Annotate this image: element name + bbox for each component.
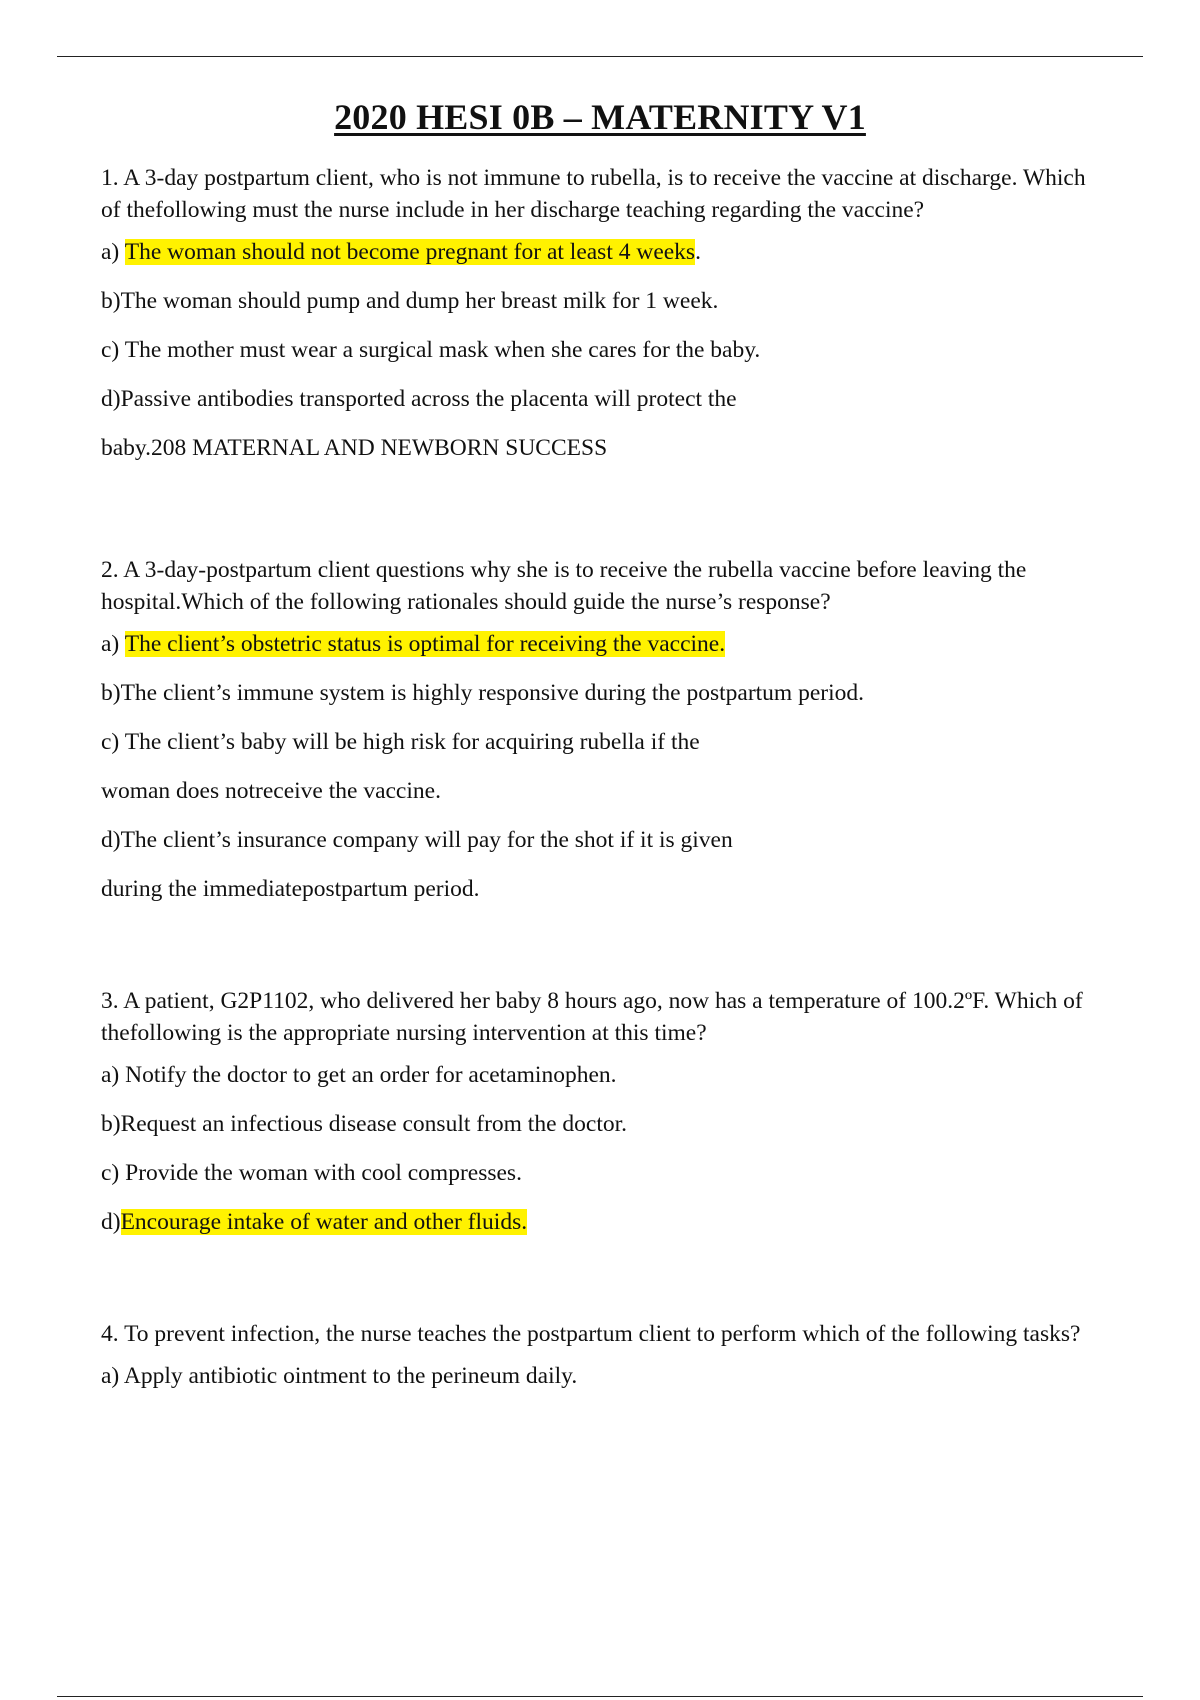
spacer <box>101 1255 1101 1318</box>
option-letter: c) <box>101 337 120 363</box>
option-d <box>101 824 1101 856</box>
option-letter: a) <box>101 631 120 657</box>
page-title: 2020 HESI 0B – MATERNITY V1 <box>334 97 866 137</box>
highlighted-answer: The client’s obstetric status is optimal for receiving the vaccine. <box>124 631 726 657</box>
question-2 <box>101 554 1101 905</box>
option-text: The woman should pump and dump her breast milk for 1 week. <box>120 288 719 314</box>
top-rule <box>57 56 1143 57</box>
option-tail: . <box>695 239 701 265</box>
option-letter: b) <box>101 1111 121 1137</box>
option-text: Apply antibiotic ointment to the perineum daily. <box>123 1363 578 1389</box>
option-letter: a) <box>101 1363 120 1389</box>
option-text: The client’s immune system is highly responsive during the postpartum period. <box>120 680 864 706</box>
option-a <box>101 236 1101 268</box>
option-c <box>101 1157 1101 1189</box>
option-text: Request an infectious disease consult from the doctor. <box>120 1111 628 1137</box>
option-letter: b) <box>101 680 121 706</box>
spacer <box>101 922 1101 985</box>
option-letter: c) <box>101 1160 120 1186</box>
option-letter: a) <box>101 239 120 265</box>
option-d-continued: baby.208 MATERNAL AND NEWBORN SUCCESS <box>101 435 608 461</box>
question-1 <box>101 162 1101 464</box>
option-b <box>101 285 1101 317</box>
option-c-continued: woman does notreceive the vaccine. <box>101 778 441 804</box>
option-text: Notify the doctor to get an order for acetaminophen. <box>125 1062 617 1088</box>
spacer <box>101 481 1101 554</box>
highlighted-answer: The woman should not become pregnant for at least 4 weeks <box>124 239 696 265</box>
question-4 <box>101 1318 1101 1392</box>
option-d <box>101 383 1101 415</box>
option-a <box>101 1360 1101 1392</box>
option-letter: d) <box>101 386 121 412</box>
option-letter: c) <box>101 729 120 755</box>
option-letter: b) <box>101 288 121 314</box>
question-stem: 1. A 3-day postpartum client, who is not immune to rubella, is to receive the vaccine at discharge. Which of thefollowing must the nurse include in her discharge teaching regarding the vaccine? <box>101 165 1086 223</box>
option-letter: d) <box>101 827 121 853</box>
question-stem: 4. To prevent infection, the nurse teaches the postpartum client to perform which of the following tasks? <box>101 1321 1081 1347</box>
option-text: The client’s baby will be high risk for acquiring rubella if the <box>119 729 700 755</box>
option-text: The mother must wear a surgical mask when she cares for the baby. <box>119 337 761 363</box>
option-b <box>101 1108 1101 1140</box>
question-stem: 3. A patient, G2P1102, who delivered her baby 8 hours ago, now has a temperature of 100.2ºF. Which of thefollowing is the appropriate nursing intervention at this time? <box>101 988 1083 1046</box>
question-stem: 2. A 3-day-postpartum client questions why she is to receive the rubella vaccine before leaving the hospital.Which of the following rationales should guide the nurse’s response? <box>101 557 1027 615</box>
option-d-continued: during the immediatepostpartum period. <box>101 876 480 902</box>
option-text: Passive antibodies transported across the placenta will protect the <box>120 386 737 412</box>
option-a <box>101 1059 1101 1091</box>
highlighted-answer: Encourage intake of water and other fluids. <box>120 1209 528 1235</box>
option-c <box>101 334 1101 366</box>
option-b <box>101 677 1101 709</box>
option-letter: a) <box>101 1062 120 1088</box>
document-body <box>101 162 1101 1409</box>
option-c <box>101 726 1101 758</box>
option-text: The client’s insurance company will pay for the shot if it is given <box>120 827 733 853</box>
option-a <box>101 628 1101 660</box>
option-letter: d) <box>101 1209 121 1235</box>
option-d <box>101 1206 1101 1238</box>
option-text: Provide the woman with cool compresses. <box>119 1160 522 1186</box>
bottom-rule <box>57 1696 1143 1697</box>
question-3 <box>101 985 1101 1238</box>
